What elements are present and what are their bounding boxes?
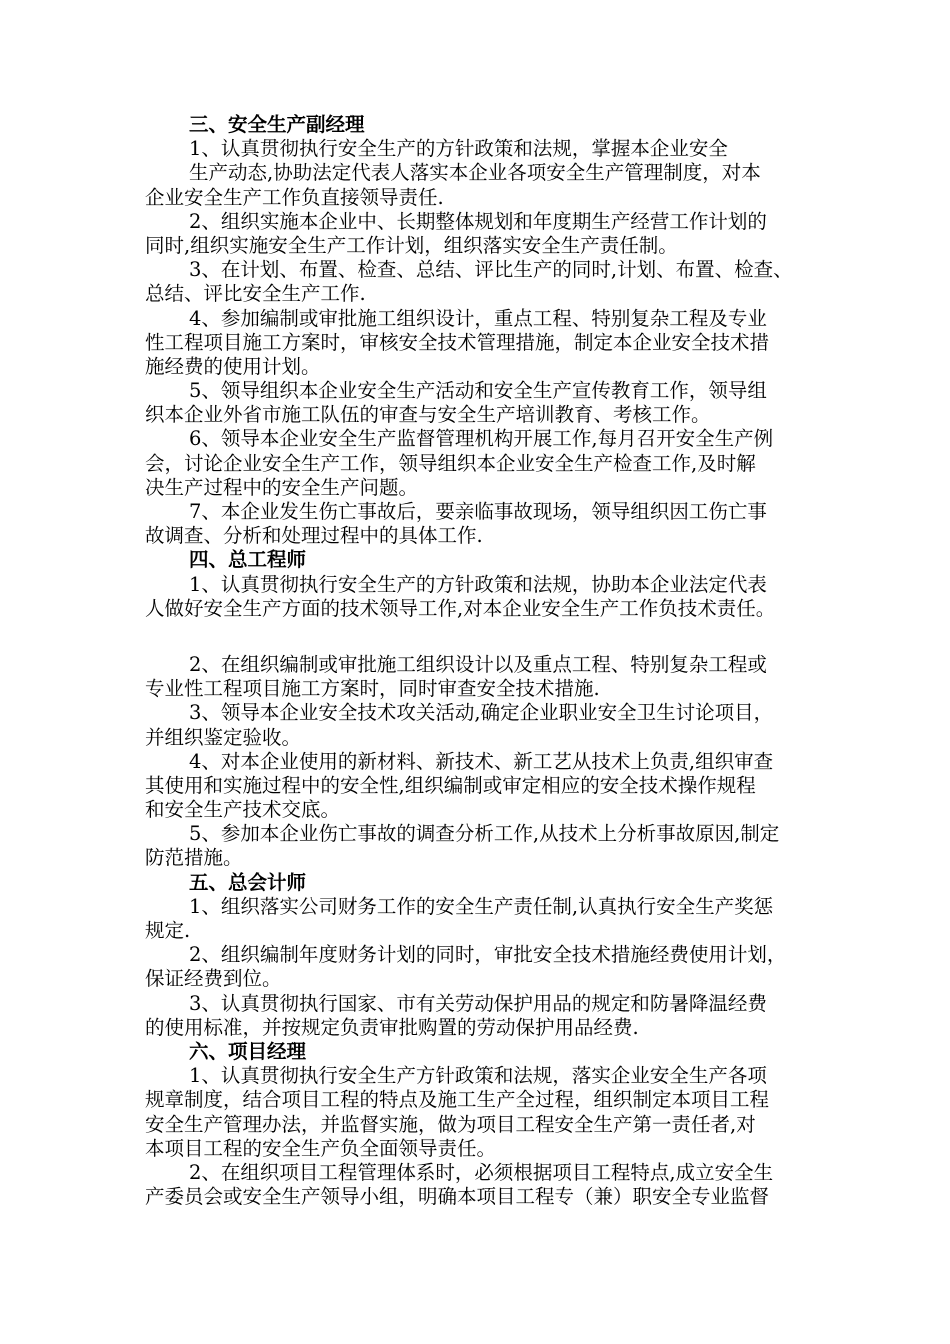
paragraph-line: 1、认真贯彻执行安全生产的方针政策和法规，协助本企业法定代表 [189,572,767,596]
paragraph-line: 5、参加本企业伤亡事故的调查分析工作,从技术上分析事故原因,制定 [189,822,780,846]
paragraph-line: 6、领导本企业安全生产监督管理机构开展工作,每月召开安全生产例 [189,427,774,451]
paragraph-line: 生产动态,协助法定代表人落实本企业各项安全生产管理制度，对本 [189,161,761,185]
paragraph-line: 2、在组织项目工程管理体系时，必须根据项目工程特点,成立安全生 [189,1160,774,1184]
section-heading: 六、项目经理 [189,1039,307,1063]
paragraph-line: 企业安全生产工作负直接领导责任. [145,185,444,209]
section-heading: 四、总工程师 [189,548,307,572]
section-chief-accountant [145,871,885,1040]
paragraph-line: 3、领导本企业安全技术攻关活动,确定企业职业安全卫生讨论项目， [189,701,774,725]
paragraph-line: 7、本企业发生伤亡事故后，要亲临事故现场，领导组织因工伤亡事 [189,500,767,523]
paragraph-line: 会，讨论企业安全生产工作，领导组织本企业安全生产检查工作,及时解 [145,451,756,475]
blank-line [145,621,885,653]
paragraph-line: 2、在组织编制或审批施工组织设计以及重点工程、特别复杂工程或 [189,652,767,676]
paragraph-line: 2、组织编制年度财务计划的同时，审批安全技术措施经费使用计划， [189,943,787,967]
paragraph-line: 织本企业外省市施工队伍的审查与安全生产培训教育、考核工作。 [145,403,711,427]
paragraph-line: 故调查、分析和处理过程中的具体工作. [145,524,483,548]
paragraph-line: 同时,组织实施安全生产工作计划，组织落实安全生产责任制。 [145,233,678,257]
paragraph-line: 3、在计划、布置、检查、总结、评比生产的同时,计划、布置、检查、 [189,258,793,282]
section-heading: 五、总会计师 [189,870,307,894]
paragraph-line: 规定. [145,919,191,942]
paragraph-line: 决生产过程中的安全生产问题。 [145,475,419,499]
paragraph-line: 2、组织实施本企业中、长期整体规划和年度期生产经营工作计划的 [189,209,767,233]
document-body [145,113,885,1209]
paragraph-line: 1、认真贯彻执行安全生产方针政策和法规，落实企业安全生产各项 [189,1064,767,1088]
section-heading: 三、安全生产副经理 [189,113,365,136]
paragraph-line: 专业性工程项目施工方案时，同时审查安全技术措施. [145,677,600,701]
section-chief-engineer [145,548,885,870]
section-deputy-manager [145,113,885,548]
paragraph-line: 1、组织落实公司财务工作的安全生产责任制,认真执行安全生产奖惩 [189,894,774,918]
paragraph-line: 本项目工程的安全生产负全面领导责任。 [145,1136,497,1160]
paragraph-line: 产委员会或安全生产领导小组，明确本项目工程专（兼）职安全专业监督 [145,1185,770,1209]
paragraph-line: 施经费的使用计划。 [145,354,321,378]
paragraph-line: 3、认真贯彻执行国家、市有关劳动保护用品的规定和防暑降温经费 [189,991,767,1015]
paragraph-line: 并组织鉴定验收。 [145,725,302,749]
paragraph-line: 人做好安全生产方面的技术领导工作,对本企业安全生产工作负技术责任。 [145,596,776,620]
paragraph-line: 性工程项目施工方案时，审核安全技术管理措施，制定本企业安全技术措 [145,330,770,354]
paragraph-line: 防范措施。 [145,846,243,870]
paragraph-line: 其使用和实施过程中的安全性,组织编制或审定相应的安全技术操作规程 [145,773,756,797]
paragraph-line: 保证经费到位。 [145,967,282,991]
paragraph-line: 和安全生产技术交底。 [145,798,341,822]
paragraph-line: 4、对本企业使用的新材料、新技术、新工艺从技术上负责,组织审查 [189,749,774,773]
paragraph-line: 总结、评比安全生产工作. [145,282,366,306]
section-project-manager [145,1040,885,1209]
paragraph-line: 的使用标准，并按规定负责审批购置的劳动保护用品经费. [145,1015,639,1039]
paragraph-line: 规章制度，结合项目工程的特点及施工生产全过程，组织制定本项目工程 [145,1088,770,1112]
paragraph-line: 4、参加编制或审批施工组织设计，重点工程、特别复杂工程及专业 [189,306,767,330]
paragraph-line: 5、领导组织本企业安全生产活动和安全生产宣传教育工作，领导组 [189,379,767,403]
paragraph-line: 1、认真贯彻执行安全生产的方针政策和法规，掌握本企业安全 [189,137,728,161]
paragraph-line: 安全生产管理办法，并监督实施，做为项目工程安全生产第一责任者,对 [145,1112,756,1136]
